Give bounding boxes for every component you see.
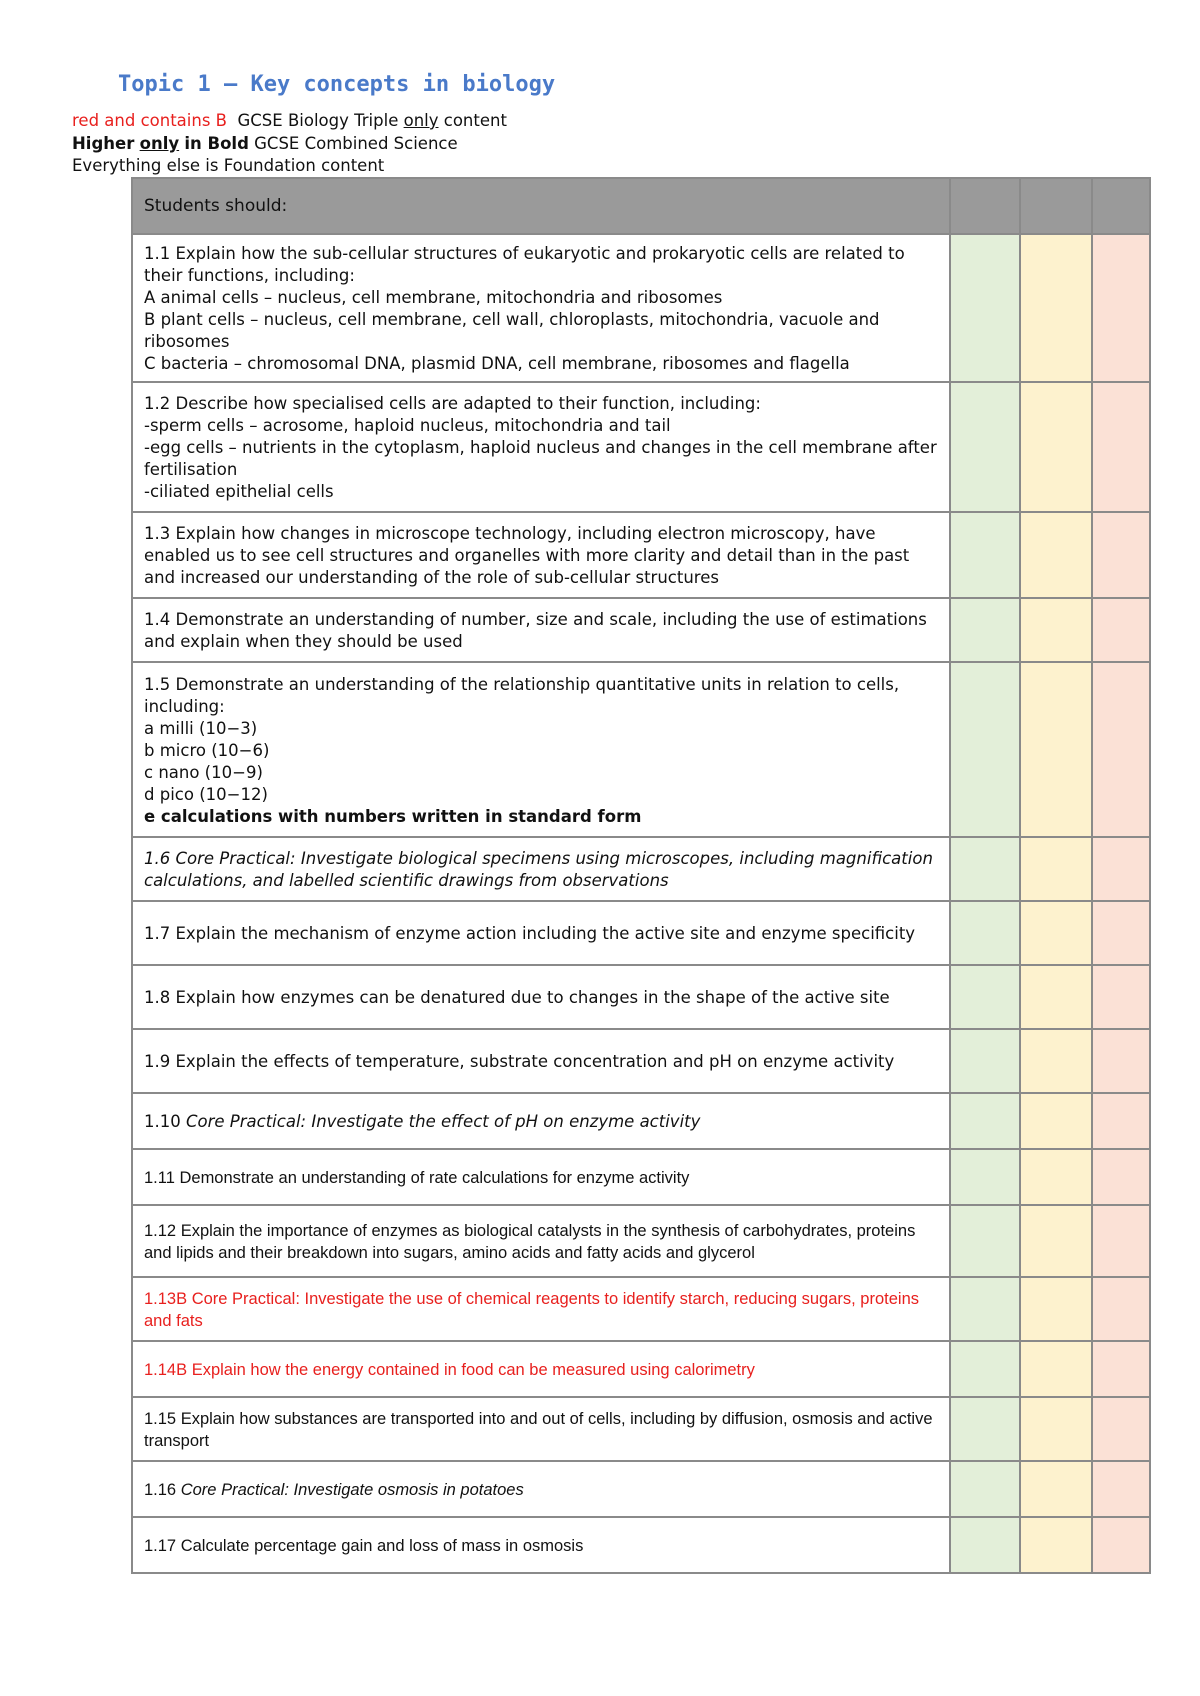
rating-amber[interactable] — [1020, 382, 1092, 512]
spec-line: a milli (10−3) — [144, 718, 258, 738]
rating-amber[interactable] — [1020, 662, 1092, 837]
spec-line: C bacteria – chromosomal DNA, plasmid DNA, cell membrane, ribosomes and flagella — [144, 354, 850, 373]
spec-line: 1.2 Describe how specialised cells are adapted to their function, including: — [144, 394, 761, 413]
table-row — [132, 662, 1150, 837]
rating-green[interactable] — [950, 512, 1020, 598]
table-row — [132, 512, 1150, 598]
rating-red[interactable] — [1092, 1517, 1150, 1573]
key-line-higher — [72, 133, 458, 155]
page-title: Topic 1 – Key concepts in biology — [118, 72, 556, 97]
spec-text: 1.11 Demonstrate an understanding of rate calculations for enzyme activity — [132, 1149, 950, 1205]
key-triple-text-a: GCSE Biology Triple — [237, 111, 399, 130]
table-row — [132, 598, 1150, 662]
spec-text — [132, 1093, 950, 1149]
spec-text: 1.3 Explain how changes in microscope technology, including electron microscopy, have enabled us to see cell structures and organelles with more clarity and detail than in the past and increased our understanding of the role of sub-cellular structures — [132, 512, 950, 598]
rating-green[interactable] — [950, 1205, 1020, 1277]
key-line-foundation: Everything else is Foundation content — [72, 156, 385, 175]
key-higher-b: in Bold — [184, 134, 249, 153]
rating-green[interactable] — [950, 965, 1020, 1029]
rating-red[interactable] — [1092, 1093, 1150, 1149]
header-cell-green — [950, 178, 1020, 234]
rating-amber[interactable] — [1020, 1341, 1092, 1397]
spec-core-practical: Core Practical: Investigate osmosis in potatoes — [180, 1481, 524, 1499]
rating-amber[interactable] — [1020, 598, 1092, 662]
spec-line-higher: e calculations with numbers written in standard form — [144, 806, 642, 826]
rating-red[interactable] — [1092, 234, 1150, 382]
table-row — [132, 965, 1150, 1029]
rating-red[interactable] — [1092, 837, 1150, 901]
table-row — [132, 1277, 1150, 1341]
table-header-label: Students should: — [132, 178, 950, 234]
rating-green[interactable] — [950, 901, 1020, 965]
rating-red[interactable] — [1092, 1029, 1150, 1093]
spec-line: 1.1 Explain how the sub-cellular structures of eukaryotic and prokaryotic cells are related to their functions, including: — [144, 244, 905, 285]
spec-text-triple: 1.13B Core Practical: Investigate the use of chemical reagents to identify starch, reducing sugars, proteins and fats — [132, 1277, 950, 1341]
spec-text — [132, 382, 950, 512]
spec-text — [132, 234, 950, 382]
rating-red[interactable] — [1092, 1461, 1150, 1517]
spec-line: -sperm cells – acrosome, haploid nucleus, mitochondria and tail — [144, 416, 671, 435]
spec-line: d pico (10−12) — [144, 784, 268, 804]
rating-green[interactable] — [950, 598, 1020, 662]
table-header-row — [132, 178, 1150, 234]
spec-line: -ciliated epithelial cells — [144, 482, 334, 501]
rating-amber[interactable] — [1020, 837, 1092, 901]
rating-amber[interactable] — [1020, 1397, 1092, 1461]
spec-text: 1.4 Demonstrate an understanding of number, size and scale, including the use of estimations and explain when they should be used — [132, 598, 950, 662]
rating-green[interactable] — [950, 234, 1020, 382]
spec-text-triple: 1.14B Explain how the energy contained in food can be measured using calorimetry — [132, 1341, 950, 1397]
key-combined-text: GCSE Combined Science — [254, 134, 458, 153]
spec-text — [132, 662, 950, 837]
spec-line: b micro (10−6) — [144, 740, 270, 760]
spec-text: 1.8 Explain how enzymes can be denatured due to changes in the shape of the active site — [132, 965, 950, 1029]
table-row — [132, 1149, 1150, 1205]
table-row — [132, 1517, 1150, 1573]
table-row — [132, 1029, 1150, 1093]
spec-text-core-practical: 1.6 Core Practical: Investigate biological specimens using microscopes, including magnification calculations, and labelled scientific drawings from observations — [132, 837, 950, 901]
spec-line: 1.5 Demonstrate an understanding of the relationship quantitative units in relation to cells, including: — [144, 674, 900, 716]
rating-red[interactable] — [1092, 965, 1150, 1029]
rating-green[interactable] — [950, 1341, 1020, 1397]
header-cell-red — [1092, 178, 1150, 234]
rating-green[interactable] — [950, 837, 1020, 901]
rating-red[interactable] — [1092, 1205, 1150, 1277]
rating-red[interactable] — [1092, 1397, 1150, 1461]
spec-text: 1.9 Explain the effects of temperature, substrate concentration and pH on enzyme activity — [132, 1029, 950, 1093]
spec-line: A animal cells – nucleus, cell membrane, mitochondria and ribosomes — [144, 288, 723, 307]
rating-green[interactable] — [950, 1277, 1020, 1341]
rating-amber[interactable] — [1020, 901, 1092, 965]
rating-green[interactable] — [950, 382, 1020, 512]
rating-red[interactable] — [1092, 512, 1150, 598]
rating-red[interactable] — [1092, 901, 1150, 965]
rating-green[interactable] — [950, 1397, 1020, 1461]
key-red-label: red and contains B — [72, 111, 227, 130]
key-higher-a: Higher — [72, 134, 135, 153]
spec-line: c nano (10−9) — [144, 762, 263, 782]
table-row — [132, 901, 1150, 965]
spec-text: 1.17 Calculate percentage gain and loss of mass in osmosis — [132, 1517, 950, 1573]
spec-line: B plant cells – nucleus, cell membrane, cell wall, chloroplasts, mitochondria, vacuole and ribosomes — [144, 310, 880, 351]
rating-red[interactable] — [1092, 662, 1150, 837]
rating-green[interactable] — [950, 662, 1020, 837]
rating-amber[interactable] — [1020, 1277, 1092, 1341]
rating-amber[interactable] — [1020, 1029, 1092, 1093]
rating-amber[interactable] — [1020, 965, 1092, 1029]
rating-amber[interactable] — [1020, 1461, 1092, 1517]
rating-amber[interactable] — [1020, 234, 1092, 382]
table-row — [132, 1205, 1150, 1277]
spec-text: 1.7 Explain the mechanism of enzyme action including the active site and enzyme specificity — [132, 901, 950, 965]
rating-green[interactable] — [950, 1149, 1020, 1205]
spec-text: 1.15 Explain how substances are transported into and out of cells, including by diffusion, osmosis and active transport — [132, 1397, 950, 1461]
rating-green[interactable] — [950, 1461, 1020, 1517]
rating-amber[interactable] — [1020, 1205, 1092, 1277]
key-triple-text-b: content — [443, 111, 507, 130]
table-row — [132, 837, 1150, 901]
rating-amber[interactable] — [1020, 512, 1092, 598]
table-row — [132, 1397, 1150, 1461]
rating-red[interactable] — [1092, 382, 1150, 512]
key-line-triple — [72, 110, 507, 132]
rating-red[interactable] — [1092, 1277, 1150, 1341]
spec-number: 1.10 — [144, 1112, 181, 1131]
spec-number: 1.16 — [144, 1481, 177, 1499]
rating-red[interactable] — [1092, 1341, 1150, 1397]
spec-checklist-table — [131, 177, 1151, 1574]
spec-text — [132, 1461, 950, 1517]
rating-amber[interactable] — [1020, 1149, 1092, 1205]
rating-red[interactable] — [1092, 1149, 1150, 1205]
table-row — [132, 234, 1150, 382]
rating-amber[interactable] — [1020, 1517, 1092, 1573]
header-cell-amber — [1020, 178, 1092, 234]
spec-text: 1.12 Explain the importance of enzymes as biological catalysts in the synthesis of carbohydrates, proteins and lipids and their breakdown into sugars, amino acids and fatty acids and glycerol — [132, 1205, 950, 1277]
table-row — [132, 382, 1150, 512]
key-triple-only: only — [403, 111, 439, 130]
table-row — [132, 1461, 1150, 1517]
rating-green[interactable] — [950, 1029, 1020, 1093]
spec-line: -egg cells – nutrients in the cytoplasm, haploid nucleus and changes in the cell membrane after fertilisation — [144, 438, 937, 479]
table-row — [132, 1093, 1150, 1149]
rating-green[interactable] — [950, 1517, 1020, 1573]
key-higher-only: only — [139, 134, 180, 153]
rating-amber[interactable] — [1020, 1093, 1092, 1149]
rating-green[interactable] — [950, 1093, 1020, 1149]
rating-red[interactable] — [1092, 598, 1150, 662]
table-row — [132, 1341, 1150, 1397]
spec-core-practical: Core Practical: Investigate the effect of pH on enzyme activity — [186, 1112, 701, 1131]
